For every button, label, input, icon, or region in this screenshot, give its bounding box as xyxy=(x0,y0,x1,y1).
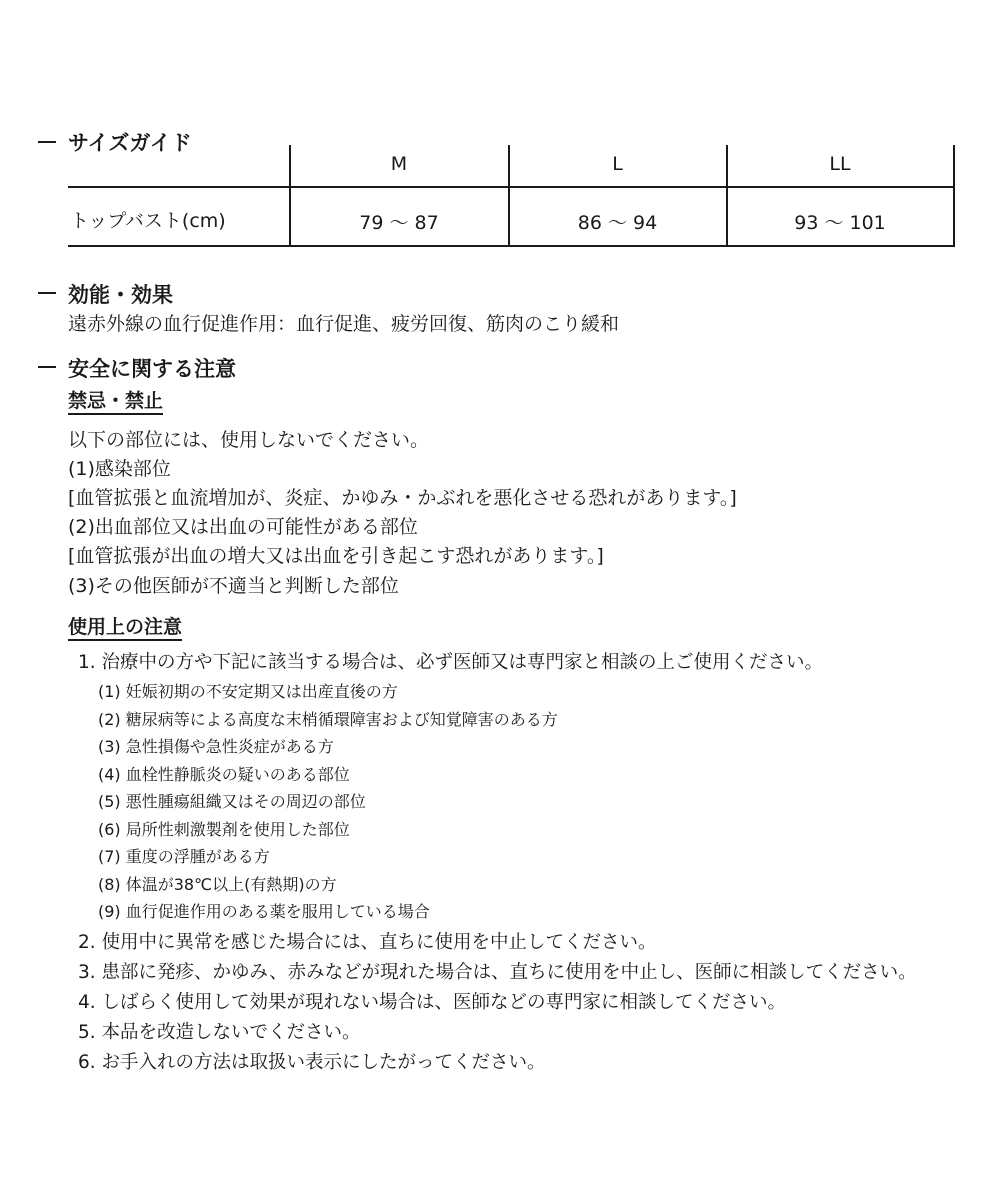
section-dash xyxy=(38,292,56,294)
usage-item: 6. お手入れの方法は取扱い表示にしたがってください。 xyxy=(78,1052,546,1073)
usage-item: 1. 治療中の方や下記に該当する場合は、必ず医師又は専門家と相談の上ご使用ください。 xyxy=(78,652,824,673)
prohibition-line: [血管拡張が出血の増大又は出血を引き起こす恐れがあります。] xyxy=(68,545,604,567)
usage-title: 使用上の注意 xyxy=(68,616,183,638)
size-guide-heading: サイズガイド xyxy=(68,131,192,155)
prohibition-title: 禁忌・禁止 xyxy=(68,390,164,412)
table-bottom-border xyxy=(68,245,955,247)
effects-text: 遠赤外線の血行促進作用：血行促進、疲労回復、筋肉のこり緩和 xyxy=(68,313,620,335)
usage-item: 5. 本品を改造しないでください。 xyxy=(78,1022,361,1043)
usage-subitem: (7) 重度の浮腫がある方 xyxy=(98,847,270,866)
prohibition-line: (1)感染部位 xyxy=(68,458,171,480)
prohibition-line: [血管拡張と血流増加が、炎症、かゆみ・かぶれを悪化させる恐れがあります。] xyxy=(68,487,737,509)
section-dash xyxy=(38,366,56,368)
usage-subitem: (3) 急性損傷や急性炎症がある方 xyxy=(98,737,334,756)
table-top-border xyxy=(68,186,955,188)
size-header-ll: LL xyxy=(829,153,851,175)
usage-subitem: (2) 糖尿病等による高度な末梢循環障害および知覚障害のある方 xyxy=(98,710,558,729)
range-m: 79 〜 87 xyxy=(359,212,439,234)
prohibition-line: (3)その他医師が不適当と判断した部位 xyxy=(68,575,399,597)
usage-subitem: (8) 体温が38℃以上(有熱期)の方 xyxy=(98,875,337,894)
range-l: 86 〜 94 xyxy=(577,212,658,234)
usage-subitem: (6) 局所性刺激製剤を使用した部位 xyxy=(98,820,350,839)
usage-item: 3. 患部に発疹、かゆみ、赤みなどが現れた場合は、直ちに使用を中止し、医師に相談してください。 xyxy=(78,962,917,983)
effects-heading: 効能・効果 xyxy=(68,283,173,307)
prohibition-line: (2)出血部位又は出血の可能性がある部位 xyxy=(68,516,418,538)
usage-item: 2. 使用中に異常を感じた場合には、直ちに使用を中止してください。 xyxy=(78,932,657,953)
range-ll: 93 〜 101 xyxy=(794,212,886,234)
table-divider xyxy=(953,145,955,246)
usage-subitem: (9) 血行促進作用のある薬を服用している場合 xyxy=(98,902,430,921)
prohibition-line: 以下の部位には、使用しないでください。 xyxy=(68,429,430,451)
row-label-top-bust: トップバスト(cm) xyxy=(70,210,226,232)
usage-subitem: (1) 妊娠初期の不安定期又は出産直後の方 xyxy=(98,682,398,701)
usage-item: 4. しばらく使用して効果が現れない場合は、医師などの専門家に相談してください。 xyxy=(78,992,787,1013)
usage-subitem: (5) 悪性腫瘍組織又はその周辺の部位 xyxy=(98,792,366,811)
size-header-m: M xyxy=(390,153,408,175)
usage-subitem: (4) 血栓性静脈炎の疑いのある部位 xyxy=(98,765,350,784)
safety-heading: 安全に関する注意 xyxy=(68,357,236,381)
size-header-l: L xyxy=(612,153,623,175)
section-dash xyxy=(38,141,56,143)
